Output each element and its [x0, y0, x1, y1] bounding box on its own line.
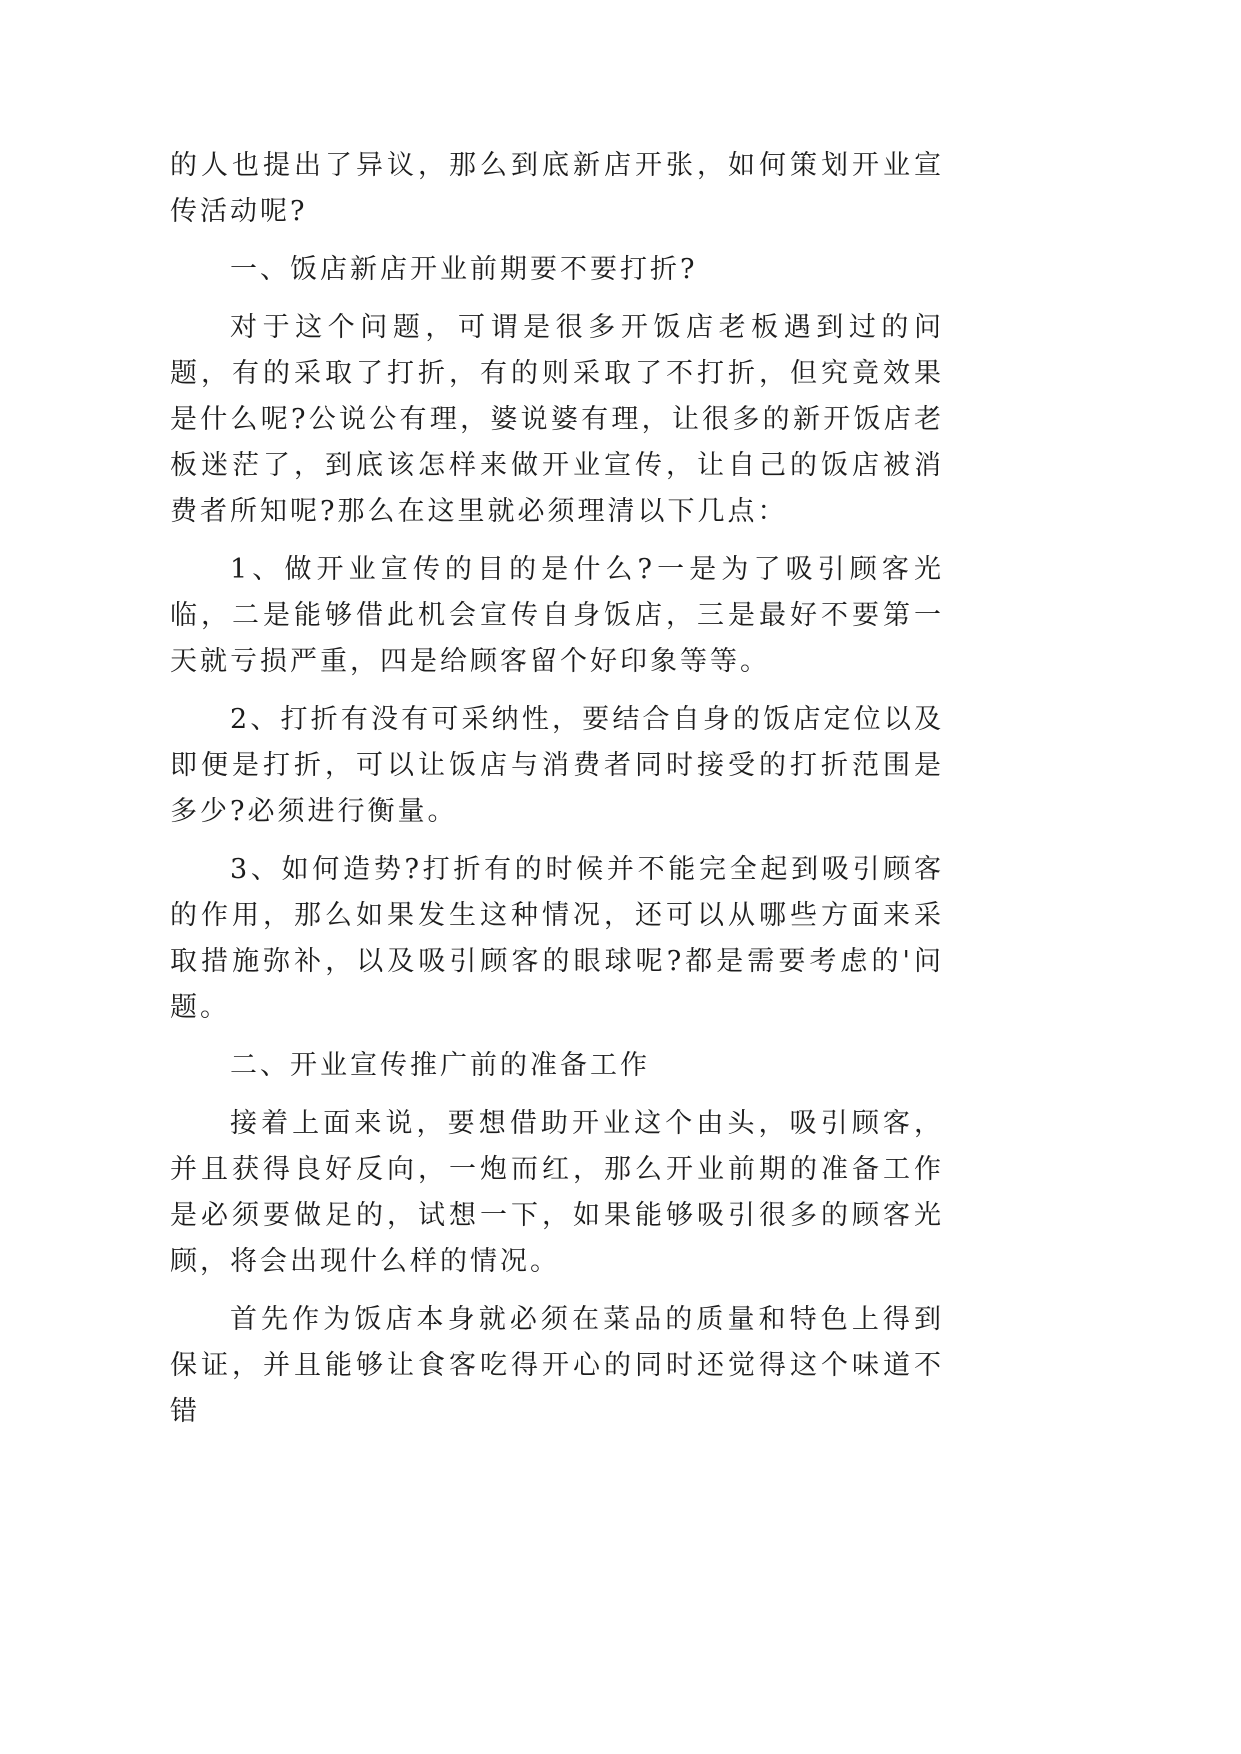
document-page	[170, 143, 944, 1447]
paragraph-continuation: 的人也提出了异议，那么到底新店开张，如何策划开业宣传活动呢?	[170, 150, 944, 227]
paragraph-intro: 对于这个问题，可谓是很多开饭店老板遇到过的问题，有的采取了打折，有的则采取了不打折，但究竟效果是什么呢?公说公有理，婆说婆有理，让很多的新开饭店老板迷茫了，到底该怎样来做开业宣传，让自己的饭店被消费者所知呢?那么在这里就必须理清以下几点：	[170, 312, 944, 527]
paragraph-quality: 首先作为饭店本身就必须在菜品的质量和特色上得到保证，并且能够让食客吃得开心的同时还觉得这个味道不错	[170, 1304, 944, 1427]
section-heading-2: 二、开业宣传推广前的准备工作	[230, 1050, 650, 1081]
list-item-2: 2、打折有没有可采纳性，要结合自身的饭店定位以及即便是打折，可以让饭店与消费者同时接受的打折范围是多少?必须进行衡量。	[170, 704, 944, 827]
list-item-3: 3、如何造势?打折有的时候并不能完全起到吸引顾客的作用，那么如果发生这种情况，还可以从哪些方面来采取措施弥补，以及吸引顾客的眼球呢?都是需要考虑的'问题。	[170, 854, 944, 1023]
section-heading-1: 一、饭店新店开业前期要不要打折?	[230, 254, 698, 285]
list-item-1: 1、做开业宣传的目的是什么?一是为了吸引顾客光临，二是能够借此机会宣传自身饭店，三是最好不要第一天就亏损严重，四是给顾客留个好印象等等。	[170, 554, 944, 677]
paragraph-preparation: 接着上面来说，要想借助开业这个由头，吸引顾客，并且获得良好反向，一炮而红，那么开业前期的准备工作是必须要做足的，试想一下，如果能够吸引很多的顾客光顾，将会出现什么样的情况。	[170, 1108, 944, 1277]
